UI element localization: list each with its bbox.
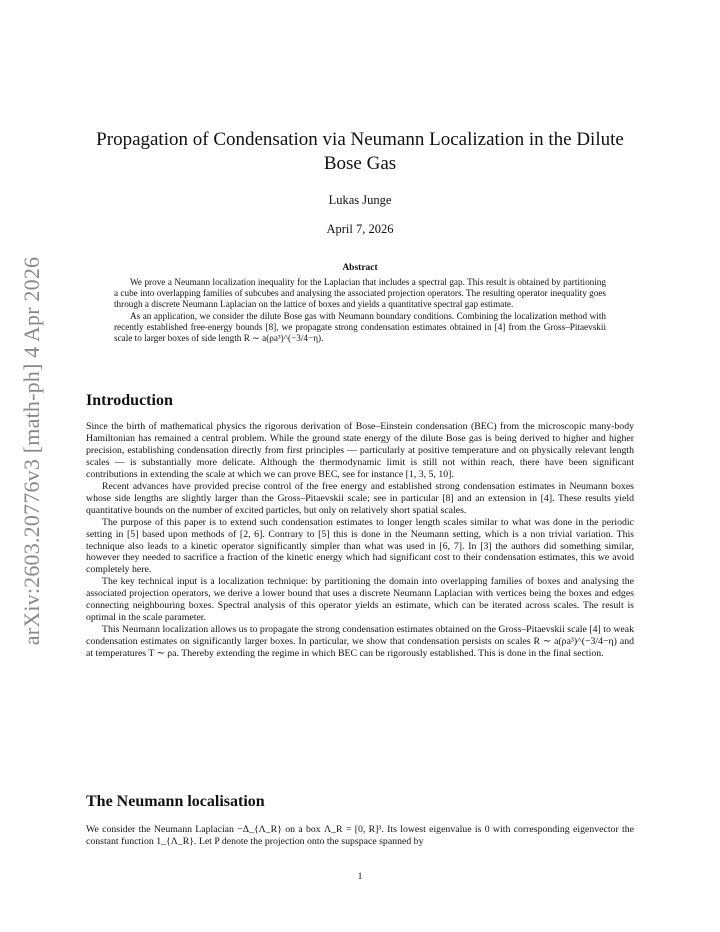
paper-title: Propagation of Condensation via Neumann Localization in the Dilute Bose Gas — [96, 129, 624, 174]
body-paragraph: The purpose of this paper is to extend such condensation estimates to longer length scales similar to what was done in the periodic setting in [5] based upon methods of [2, 6]. Contrary to [5] this is done in the Neumann setting, which is a non trivial variation. This technique also leads to a kinetic operator significantly simpler than what was used in [6, 7]. In [3] the authors did something similar, however they needed to sacrifice a fraction of the kinetic energy which had significant cost to their condensation estimates, this we avoid completely here. — [86, 516, 634, 576]
body-paragraph: The key technical input is a localization technique: by partitioning the domain into overlapping families of boxes and analysing the associated projection operators, we derive a lower bound that uses a discrete Neumann Laplacian with vertices being the boxes and edges connecting neighbouring boxes. Spectral analysis of this operator yields an estimate, which can be iterated across scales. The result is optimal in the scale parameter. — [86, 576, 634, 624]
paper-date: April 7, 2026 — [326, 222, 394, 236]
author-name: Lukas Junge — [328, 193, 392, 207]
body-paragraph: This Neumann localization allows us to propagate the strong condensation estimates obtained on the Gross–Pitaevskii scale [4] to weak condensation estimates on significantly larger boxes. In particular, we show that condensation persists on scales R ∼ a(ρa³)^(−3/4−η) and at temperatures T ∼ ρa. Thereby extending the regime in which BEC can be rigorously established. This is done in the final section. — [86, 624, 634, 660]
abstract-block — [114, 277, 606, 344]
body-paragraph: We consider the Neumann Laplacian −Δ_{Λ_R} on a box Λ_R = [0, R]³. Its lowest eigenvalue is 0 with corresponding eigenvector the constant function 1_{Λ_R}. Let P denote the projection onto the supspace spanned by — [86, 824, 634, 847]
abstract-heading: Abstract — [342, 263, 378, 273]
page-number: 1 — [357, 872, 363, 882]
arxiv-identifier: arXiv:2603.20776v3 [math-ph] 4 Apr 2026 — [19, 256, 45, 646]
abstract-paragraph: As an application, we consider the dilute Bose gas with Neumann boundary conditions. Combining the localization method with recently established free-energy bounds [8], we propagate strong condensation estimates obtained in [4] from the Gross–Pitaevskii scale to larger boxes of side length R ∼ a(ρa³)^(−3/4−η). — [114, 310, 606, 344]
introduction-body — [86, 421, 634, 660]
body-paragraph: Recent advances have provided precise control of the free energy and established strong condensation estimates in Neumann boxes whose side lengths are slightly larger than the Gross–Pitaevskii scale; see in particular [8] and an extension in [4]. These results yield quantitative bounds on the number of excited particles, but only on relatively short spatial scales. — [86, 480, 634, 516]
arxiv-stamp — [18, 256, 46, 646]
body-paragraph: Since the birth of mathematical physics the rigorous derivation of Bose–Einstein condensation (BEC) from the microscopic many-body Hamiltonian has remained a central problem. While the ground state energy of the dilute Bose gas is being derived to higher and higher precision, establishing condensation directly from first principles — particularly at positive temperature and on physically relevant length scales — is substantially more delicate. Although the thermodynamic limit is still not within reach, there have been significant contributions in extending the scale at which we can prove BEC, see for instance [1, 3, 5, 10]. — [86, 421, 634, 480]
abstract-paragraph: We prove a Neumann localization inequality for the Laplacian that includes a spectral gap. This result is obtained by partitioning a cube into overlapping families of subcubes and analysing the associated projection operators. The resulting operator inequality goes through a discrete Neumann Laplacian on the lattice of boxes and yields a quantitative spectral gap estimate. — [114, 277, 606, 310]
neumann-body — [86, 824, 634, 848]
section-heading-neumann-localisation: The Neumann localisation — [86, 793, 265, 810]
section-heading-introduction: Introduction — [86, 392, 173, 409]
